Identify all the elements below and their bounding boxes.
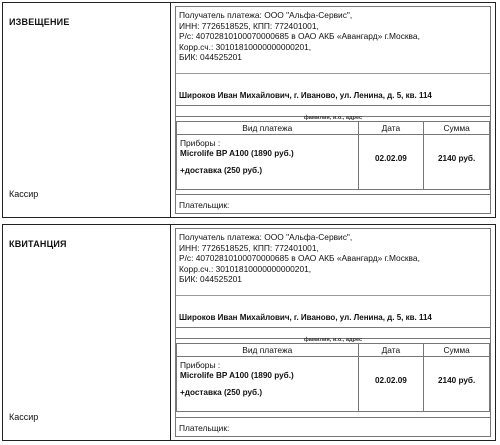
sum-value: 2140 руб. [437,376,476,385]
payer-name-row [176,295,490,327]
item-delivery: +доставка (250 руб.) [180,388,263,397]
cashier-label: Кассир [9,412,39,422]
payer-caption-row [176,327,490,343]
payer-name-row [176,73,490,105]
receipt-section [2,224,496,441]
header-payment-type: Вид платежа [177,344,359,357]
recipient-line: Получатель платежа: ООО "Альфа-Сервис", [179,10,353,20]
section-right-column [171,3,495,217]
section-title: ИЗВЕЩЕНИЕ [9,17,70,27]
date-cell [358,357,424,412]
recipient-line: ИНН: 7726518525, КПП: 772401001, [179,20,319,31]
date-cell [358,135,424,190]
recipient-line: ИНН: 7726518525, КПП: 772401001, [179,242,319,253]
payer-caption: фамилия, и.о., адрес [303,337,363,343]
payment-details-box [175,228,491,437]
recipient-line: БИК: 044525201 [179,274,242,285]
recipient-details [179,10,420,63]
payment-details-box [175,6,491,214]
notice-section [2,2,496,218]
header-sum: Сумма [424,344,490,357]
recipient-line: Р/с: 40702810100070000685 в ОАО АКБ «Авангард» г.Москва, [179,31,420,42]
item-category: Приборы : [180,360,221,370]
section-left-column [3,225,171,440]
header-date: Дата [358,122,424,135]
header-payment-type: Вид платежа [177,122,359,135]
sum-cell [424,357,490,412]
recipient-line: Корр.сч.: 30101810000000000201, [179,263,312,274]
payer-signature-label: Плательщик: [179,200,230,210]
recipient-line: Р/с: 40702810100070000685 в ОАО АКБ «Авангард» г.Москва, [179,253,420,264]
section-title: КВИТАНЦИЯ [9,239,67,249]
sum-cell [424,135,490,190]
recipient-line: Корр.сч.: 30101810000000000201, [179,41,312,52]
payer-signature-label: Плательщик: [179,423,230,433]
header-date: Дата [358,344,424,357]
payment-type-cell [177,135,359,190]
section-right-column [171,225,495,440]
sum-value: 2140 руб. [437,154,476,163]
recipient-line: БИК: 044525201 [179,52,242,63]
payer-caption-row [176,105,490,121]
payment-type-cell [177,357,359,412]
item-delivery: +доставка (250 руб.) [180,166,263,175]
table-header-row [177,122,490,135]
cashier-label: Кассир [9,189,39,199]
date-value: 02.02.09 [374,376,407,385]
signature-divider [176,417,490,418]
item-name: Microlife BP A100 (1890 руб.) [180,371,294,380]
payment-table [176,343,490,412]
payer-name: Широков Иван Михайлович, г. Иваново, ул. Ленина, д. 5, кв. 114 [179,313,432,322]
header-sum: Сумма [424,122,490,135]
signature-divider [176,194,490,195]
date-value: 02.02.09 [374,154,407,163]
table-header-row [177,344,490,357]
payment-table [176,121,490,190]
section-left-column [3,3,171,217]
recipient-line: Получатель платежа: ООО "Альфа-Сервис", [179,232,353,242]
payer-name: Широков Иван Михайлович, г. Иваново, ул. Ленина, д. 5, кв. 114 [179,91,432,100]
table-row [177,135,490,190]
table-row [177,357,490,412]
item-category: Приборы : [180,138,221,148]
payer-caption: фамилия, и.о., адрес [303,115,363,121]
recipient-details [179,232,420,285]
item-name: Microlife BP A100 (1890 руб.) [180,149,294,158]
